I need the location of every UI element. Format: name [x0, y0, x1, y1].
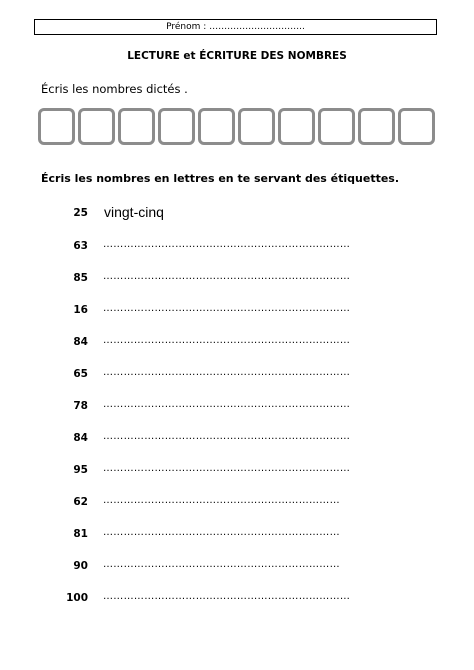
dictation-box[interactable]: [278, 108, 315, 145]
writing-row: [0, 270, 474, 290]
row-answer-line[interactable]: ………………………………………………………………: [103, 239, 351, 250]
row-answer-line[interactable]: ……………………………………………………………: [103, 527, 340, 538]
writing-row: [0, 366, 474, 386]
row-number: 16: [73, 304, 88, 316]
prenom-field[interactable]: [34, 19, 437, 35]
row-number: 100: [66, 592, 88, 604]
row-number: 62: [73, 496, 88, 508]
dictation-box[interactable]: [358, 108, 395, 145]
writing-instruction: Écris les nombres en lettres en te servant des étiquettes.: [41, 172, 400, 185]
row-answer-line[interactable]: ……………………………………………………………: [103, 495, 340, 506]
row-number: 84: [73, 336, 88, 348]
dictation-box[interactable]: [238, 108, 275, 145]
row-answer-line[interactable]: ………………………………………………………………: [103, 271, 351, 282]
dictation-box[interactable]: [158, 108, 195, 145]
writing-row: [0, 430, 474, 450]
row-number: 63: [73, 240, 88, 252]
writing-row: [0, 558, 474, 578]
row-answer-line[interactable]: ………………………………………………………………: [103, 591, 351, 602]
row-answer-line[interactable]: ………………………………………………………………: [103, 335, 351, 346]
row-number: 85: [73, 272, 88, 284]
row-answer-line[interactable]: ………………………………………………………………: [103, 399, 351, 410]
writing-row: [0, 398, 474, 418]
page-title: LECTURE et ÉCRITURE DES NOMBRES: [127, 50, 347, 62]
dictation-boxes: [38, 108, 435, 145]
dictation-box[interactable]: [78, 108, 115, 145]
row-number: 78: [73, 400, 88, 412]
row-number: 95: [73, 464, 88, 476]
prenom-label: Prénom : …………………………..: [166, 22, 305, 32]
writing-row: [0, 590, 474, 610]
row-number: 90: [73, 560, 88, 572]
row-answer-line[interactable]: ……………………………………………………………: [103, 559, 340, 570]
dictation-instruction: Écris les nombres dictés .: [41, 82, 188, 96]
writing-row: [0, 205, 474, 225]
writing-row: [0, 526, 474, 546]
row-answer-line[interactable]: ………………………………………………………………: [103, 431, 351, 442]
writing-row: [0, 302, 474, 322]
row-number: 84: [73, 432, 88, 444]
row-number: 65: [73, 368, 88, 380]
row-answer-line[interactable]: ………………………………………………………………: [103, 463, 351, 474]
dictation-box[interactable]: [398, 108, 435, 145]
dictation-box[interactable]: [198, 108, 235, 145]
row-number: 81: [73, 528, 88, 540]
writing-row: [0, 334, 474, 354]
row-answer[interactable]: vingt-cinq: [104, 204, 164, 220]
writing-row: [0, 462, 474, 482]
row-answer-line[interactable]: ………………………………………………………………: [103, 367, 351, 378]
row-answer-line[interactable]: ………………………………………………………………: [103, 303, 351, 314]
row-number: 25: [73, 207, 88, 219]
writing-row: [0, 238, 474, 258]
dictation-box[interactable]: [318, 108, 355, 145]
dictation-box[interactable]: [118, 108, 155, 145]
dictation-box[interactable]: [38, 108, 75, 145]
writing-row: [0, 494, 474, 514]
